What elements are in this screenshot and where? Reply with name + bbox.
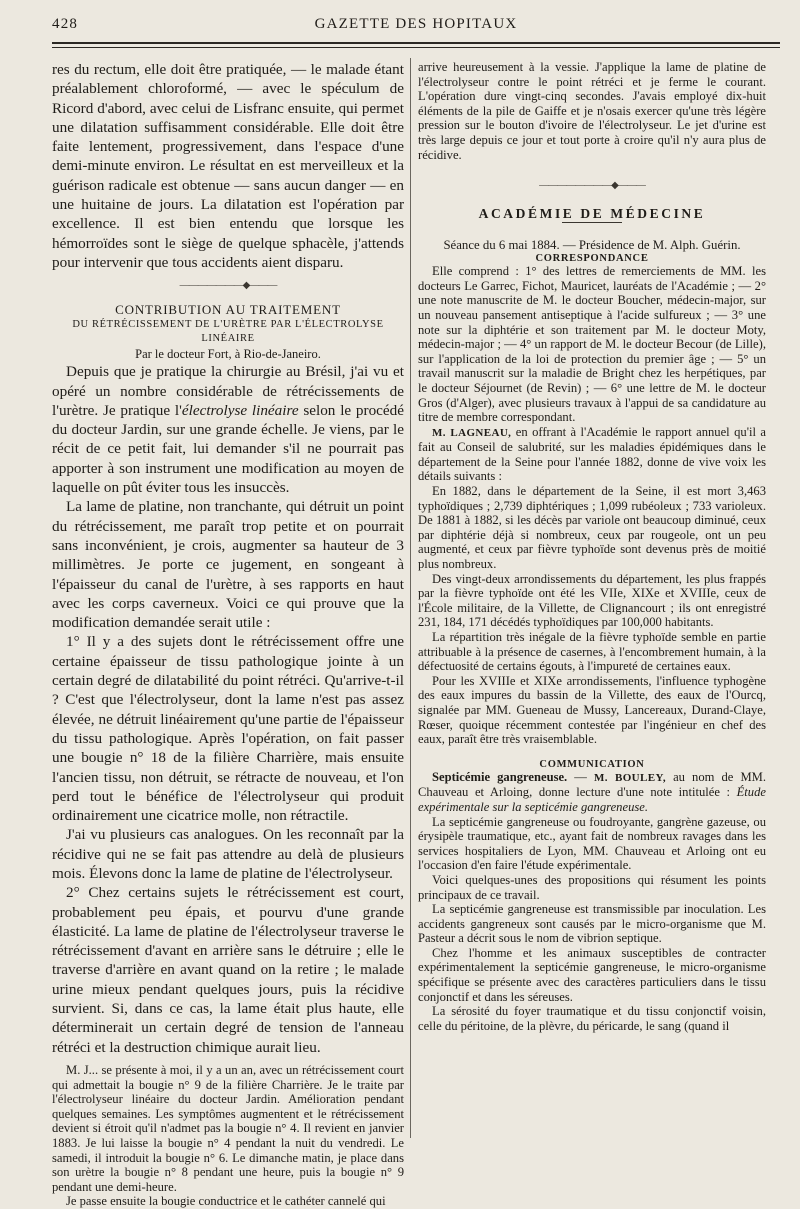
communication-title: Septicémie gangreneuse.: [432, 769, 568, 784]
section-title: ACADÉMIE DE MÉDECINE: [478, 206, 706, 222]
case-report-continuation: Je passe ensuite la bougie conductrice et le cathéter cannelé qui: [66, 1194, 386, 1209]
page-number: 428: [52, 16, 79, 32]
correspondance-paragraph-2: [418, 425, 766, 484]
paragraph-1-emphasis: électrolyse linéaire: [181, 401, 299, 419]
paragraph-intro: res du rectum, elle doit être pratiquée, — le malade étant préalablement chloroformé, — avec le spéculum de Ricord d'abord, avec celui de Lisfranc ensuite, qui permet une dilatation suffisamment considérable. Elle doit être faite lentement, progressivement, dans l'espace d'une demi-minute environ. Le résultat en est merveilleux et la guérison radicale est obtenue — sans aucun danger — en une huitaine de jours. La dilatation est l'opération par excellence. Il est bien entendu que lorsque les hémorroïdes sont le siège de quelque sphacèle, j'attends pour intervenir que tous accidents aient disparu.: [52, 61, 404, 271]
paragraph-1-text-b: selon le procédé du docteur Jardin, sur une grande échelle. Je viens, par le récit de ce petit fait, lui demander s'il ne pourrait pas apporter à son instrument une modification au moyen de laquelle on pût éviter tous les insuccès.: [52, 401, 404, 497]
correspondance-paragraph-3: En 1882, dans le département de la Seine, il est mort 3,463 typhoïdiques ; 2,739 diphtériques ; 1,099 rubéoleux ; 733 varioleux. De 1881 à 1882, si les décès par variole ont beaucoup diminué, ceux par diphtérie déjà si nombreux, ceux par rougeole, ont un peu augmenté, et ceux par fièvre typhoïde sont devenus près de moitié plus nombreux.: [418, 484, 766, 572]
case-report-paragraph: M. J... se présente à moi, il y a un an, avec un rétrécissement court qui admettait la bougie n° 9 de la filière Charrière. Je le traite par l'électrolyseur linéaire du docteur Jardin. Amélioration pendant quelques semaines. Les symptômes augmentent et le rétrécissement devient si étroit qu'il n'admet pas la bougie n° 4. Il revient en janvier 1883. Je lui laisse la bougie n° 4 pendant la nuit du vendredi. Le samedi, il introduit la bougie n° 6. Le dimanche matin, je place dans son urètre la bougie n° 8 pendant une heure, puis la bougie n° 9 pendant une demi-heure.: [52, 1062, 404, 1194]
communication-dash: —: [567, 769, 594, 784]
separator-ornament-right: ————————◆———: [539, 180, 645, 192]
correspondance-paragraph-6: Pour les XVIIIe et XIXe arrondissements, l'influence typhogène des eaux impures du bassin de la Villette, des eaux de l'Ourcq, signalée par MM. Gueneau de Mussy, Lancereaux, Durand-Claye, Rœser, quoique récemment contestée par l'ingénieur en chef des eaux, paraît être très vraisemblable.: [418, 673, 766, 747]
correspondance-paragraph-2-text: en offrant à l'Académie le rapport annuel qu'il a fait au Conseil de salubrité, sur les maladies épidémiques dans le département de la Seine pour l'année 1882, donne de vive voix les détails suivants :: [418, 424, 766, 484]
column-divider: [410, 58, 411, 1138]
journal-title: GAZETTE DES HOPITAUX: [314, 16, 518, 32]
paragraph-2: La lame de platine, non tranchante, qui détruit un point du rétrécissement, me paraît trop petite et on pourrait sans inconvénient, je crois, augmenter sa hauteur de 3 millimètres. Je porte ce jugement, en songeant à l'épaisseur du canal de l'urètre, à ses rapports en haut avec les corps caverneux. Voici ce qui prouve que la modification demandée serait utile :: [52, 498, 404, 632]
correspondance-paragraph-5: La répartition très inégale de la fièvre typhoïde semble en partie attribuable à la présence de casernes, à l'encombrement humain, à la défectuosité de certains égouts, à l'impureté de certaines eaux.: [418, 630, 766, 674]
paragraph-1: [52, 362, 404, 497]
header-rule-thick: [52, 42, 780, 44]
communication-note-title: Étude expérimentale sur la septicémie gangreneuse.: [418, 785, 766, 814]
communication-paragraph-1-text: au nom de MM. Chauveau et Arloing, donne lecture d'une note intitulée :: [418, 769, 767, 800]
header-rule-thin: [52, 47, 780, 48]
communication-paragraph-5: Chez l'homme et les animaux susceptibles de contracter expérimentalement la septicémie gangreneuse, le micro-organisme spécifique se présente avec des caractères particuliers dans le tissu conjonctif et dans les séreuses.: [418, 945, 766, 1004]
left-column: [52, 60, 404, 1209]
article-title: CONTRIBUTION AU TRAITEMENT: [115, 302, 341, 318]
seance-line: Séance du 6 mai 1884. — Présidence de M. Alph. Guérin.: [443, 238, 741, 253]
case-report-end: arrive heureusement à la vessie. J'applique la lame de platine de l'électrolyseur contre le point rétréci et je ferme le courant. L'opération dure vingt-cinq secondes. J'avais employé dix-huit éléments de la pile de Gaiffe et je n'osais exercer qu'une très légère pression sur le bouton d'ivoire de l'électrolyseur. Le jet d'urine est très large depuis ce jour et tout porte à croire qu'il n'y aura plus de récidive.: [418, 60, 766, 162]
right-column: [418, 60, 766, 1033]
communication-paragraph-4: La septicémie gangreneuse est transmissible par inoculation. Les accidents gangreneux sont causés par le micro-organisme que M. Pasteur a décrit sous le nom de vibrion septique.: [418, 902, 766, 946]
communication-heading: COMMUNICATION: [539, 758, 645, 770]
speaker-name: M. LAGNEAU,: [432, 426, 512, 439]
section-title-rule: [562, 222, 622, 223]
article-author: Par le docteur Fort, à Rio-de-Janeiro.: [135, 347, 321, 362]
running-head: [52, 16, 780, 38]
communication-paragraph-6: La sérosité du foyer traumatique et du tissu conjonctif voisin, celle du péritoine, de la plèvre, du péricarde, le sang (quand il: [418, 1004, 766, 1033]
correspondance-heading: CORRESPONDANCE: [535, 253, 649, 265]
correspondance-paragraph-1: Elle comprend : 1° des lettres de remerciements de MM. les docteurs Le Garrec, Fichot, Mauricet, lauréats de l'Académie ; — 2° une note manuscrite de M. le docteur Boucher, médecin-major, sur un nouveau pansement antiseptique à l'acide sulfureux ; — 3° une note sur la diphtérie et son traitement par M. le docteur Moty, médecin-major ; — 4° un rapport de M. le docteur Becour (de Lille), sur l'application de la loi de protection du premier âge ; — 5° un travail manuscrit sur la maladie de Bright chez les herpétiques, par le docteur Séjournet (de Revin) ; — 6° une lettre de M. le docteur Gros (d'Alger), avec plusieurs travaux à l'appui de sa candidature au titre de membre correspondant.: [418, 264, 766, 425]
paragraph-4: J'ai vu plusieurs cas analogues. On les reconnaît par la récidive qui ne se fait pas attendre au delà de plusieurs mois. Élevons donc la lame de platine de l'électrolyseur.: [52, 826, 404, 882]
article-subtitle: DU RÉTRÉCISSEMENT DE L'URÈTRE PAR L'ÉLECTROLYSE LINÉAIRE: [72, 319, 384, 345]
communication-paragraph-1: [418, 770, 766, 815]
communication-paragraph-3: Voici quelques-unes des propositions qui résument les points principaux de ce travail.: [418, 872, 766, 902]
paragraph-5: 2° Chez certains sujets le rétrécissement est court, probablement peu épais, et pourvu d'une grande élasticité. La lame de platine de l'électrolyseur traverse le rétrécissement d'avant en arrière sans le détruire ; elle le traverse d'arrière en avant quand on la retire ; le malade urine mieux pendant quelques jours, puis la récidive survient. Si, dans ce cas, la lame était plus haute, elle déterminerait un certain degré de tension de l'anneau rétréci et la destruction chimique aurait lieu.: [52, 884, 404, 1056]
separator-ornament: ———————◆———: [179, 280, 277, 292]
communication-speaker: M. BOULEY,: [593, 771, 666, 784]
correspondance-paragraph-4: Des vingt-deux arrondissements du département, les plus frappés par la fièvre typhoïde ont été les VIIe, XIXe et XVIIIe, ceux de l'École militaire, de la Villette, de Clignancourt ; ils ont enregistré 231, 184, 171 décédés typhoïdiques par 100,000 habitants.: [418, 571, 766, 630]
paragraph-1-text-a: Depuis que je pratique la chirurgie au Brésil, j'ai vu et opéré un nombre considérable de rétrécissements de l'urètre. Je pratique l': [52, 363, 404, 419]
paragraph-3: 1° Il y a des sujets dont le rétrécissement offre une certaine épaisseur de tissu pathologique jointe à un certain degré de dilatabilité du point rétréci. Qu'arrive-t-il ? C'est que l'électrolyseur, dont la lame n'est pas assez élevée, ne détruit linéairement qu'une partie de l'épaisseur du tissu pathologique. Après l'opération, on fait passer une bougie n° 18 de la filière Charrière, mais ensuite l'ancien tissu, non détruit, se rétracte de nouveau, et l'on perd tout le bénéfice de l'électrolyseur qui produit ordinairement une cicatrice molle, non rétractile.: [52, 633, 404, 825]
communication-paragraph-2: La septicémie gangreneuse ou foudroyante, gangrène gazeuse, ou érysipèle traumatique, etc., ayant fait de nombreux ravages dans les services hospitaliers de Lyon, MM. Chauveau et Arloing ont eu l'occasion d'en faire l'étude expérimentale.: [418, 814, 766, 873]
